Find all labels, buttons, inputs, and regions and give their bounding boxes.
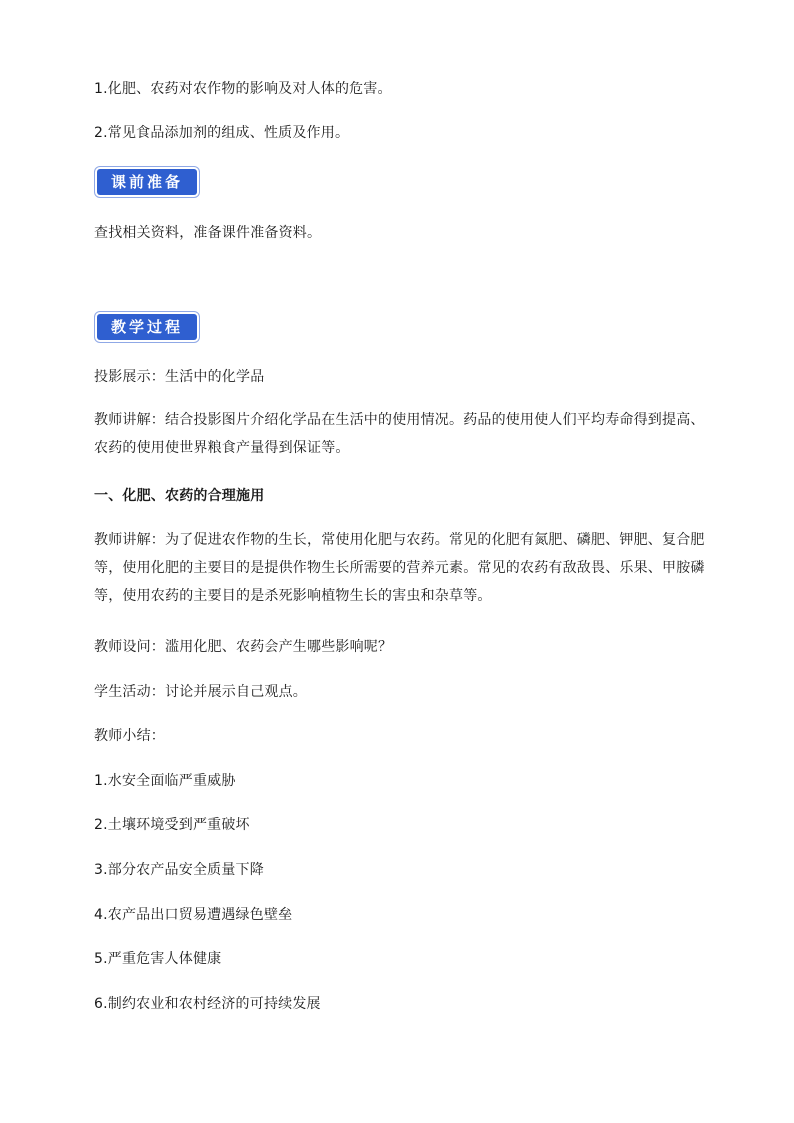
projection-text: 投影展示：生活中的化学品 (94, 369, 265, 385)
summary-item-4: 4.农产品出口贸易遭遇绿色壁垒 (94, 907, 293, 923)
teacher-explain-2: 教师讲解：为了促进农作物的生长，常使用化肥与农药。常见的化肥有氮肥、磷肥、钾肥、复合肥等，使用化肥的主要目的是提供作物生长所需要的营养元素。常见的农药有敌敌畏、乐果、甲胺磷等，使用农药的主要目的是杀死影响植物生长的害虫和杂草等。 (94, 532, 705, 604)
prep-text: 查找相关资料，准备课件准备资料。 (94, 225, 322, 241)
teacher-question: 教师设问：滥用化肥、农药会产生哪些影响呢？ (94, 639, 393, 655)
objective-1: 1.化肥、农药对农作物的影响及对人体的危害。 (94, 81, 392, 97)
teacher-explain-1: 教师讲解：结合投影图片介绍化学品在生活中的使用情况。药品的使用使人们平均寿命得到提高、农药的使用使世界粮食产量得到保证等。 (94, 412, 705, 456)
process-badge: 教学过程 (97, 314, 197, 340)
summary-item-3: 3.部分农产品安全质量下降 (94, 862, 264, 878)
summary-item-1: 1.水安全面临严重威胁 (94, 773, 236, 789)
summary-label: 教师小结： (94, 728, 165, 744)
summary-item-6: 6.制约农业和农村经济的可持续发展 (94, 996, 321, 1012)
summary-item-2: 2.土壤环境受到严重破坏 (94, 817, 250, 833)
objective-2: 2.常见食品添加剂的组成、性质及作用。 (94, 125, 350, 141)
section-title-fertilizer: 一、化肥、农药的合理施用 (94, 488, 265, 504)
student-activity: 学生活动：讨论并展示自己观点。 (94, 684, 307, 700)
summary-item-5: 5.严重危害人体健康 (94, 951, 222, 967)
prep-badge: 课前准备 (97, 169, 197, 195)
